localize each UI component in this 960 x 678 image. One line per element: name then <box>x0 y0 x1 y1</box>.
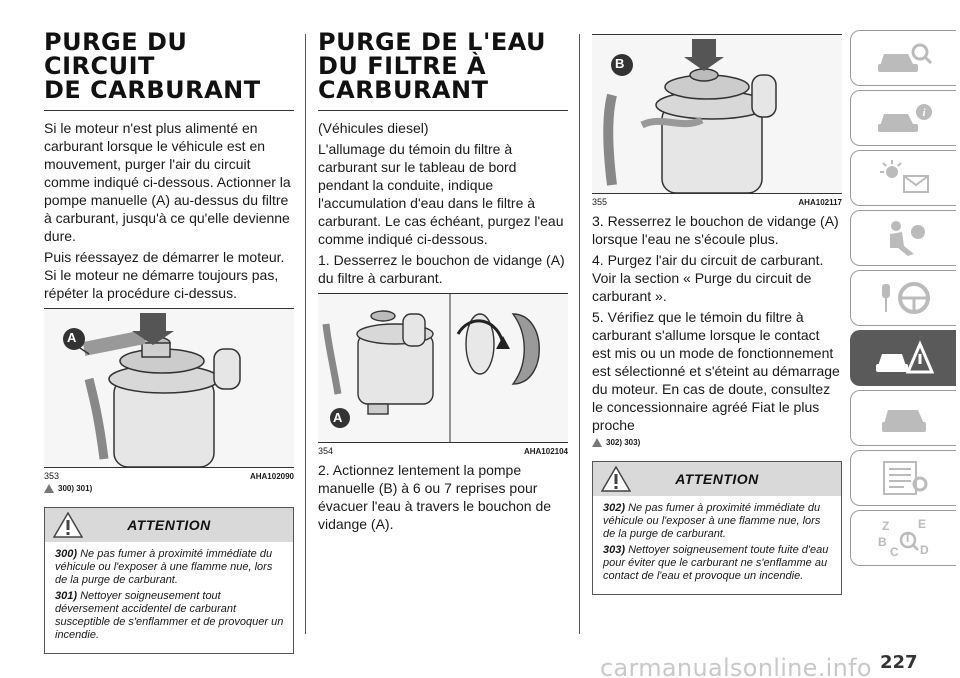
car-search-icon <box>874 38 934 78</box>
tab-airbag-seat[interactable] <box>850 210 956 266</box>
warning-triangle-icon <box>601 466 631 492</box>
paragraph: Si le moteur n'est plus alimenté en carburant lorsque le véhicule est en mouvement, purger l'air du circuit comme indiqué ci-dessous. Actionner la pompe manuelle (A) au-dessus du filtre à carburant, jusqu'à ce qu'elle devienne dure. <box>44 120 291 244</box>
attention-item: 303) Nettoyer soigneusement toute fuite d'eau pour éviter que le carburant ne s'enflamme au contact de l'eau et provoque un incendie. <box>603 544 829 582</box>
figure-label: A <box>67 330 77 345</box>
column-divider <box>579 34 580 634</box>
warning-triangle-icon <box>53 512 83 538</box>
figure-code: AHA102117 <box>798 198 842 207</box>
tab-car-service[interactable] <box>850 390 956 446</box>
tab-key-steering[interactable] <box>850 270 956 326</box>
fuel-filter-illustration <box>44 309 294 467</box>
pump-illustration <box>592 35 842 193</box>
car-service-icon <box>874 398 934 438</box>
figure-355 <box>592 34 842 207</box>
figure-number: 354 <box>318 446 334 456</box>
warning-refs: 300) 301) <box>44 484 294 493</box>
column-divider <box>305 34 306 634</box>
attention-item: 300) Ne pas fumer à proximité immédiate du véhicule ou l'exposer à une flamme nue, lors de la purge de carburant. <box>55 548 273 586</box>
attention-header <box>45 508 293 542</box>
specs-list-icon <box>874 458 934 498</box>
attention-item: 301) Nettoyer soigneusement tout déversement accidentel de carburant susceptible de s'enflammer et de provoquer un incendie. <box>55 590 284 641</box>
tab-car-search[interactable] <box>850 30 956 86</box>
paragraph: 5. Vérifiez que le témoin du filtre à carburant s'allume lorsque le contact est mis ou un mode de fonctionnement est sélectionné et s'éteint au démarrage du moteur. En cas de doute, consultez le concessionnaire agréé Fiat le plus proche <box>592 309 840 433</box>
car-emergency-icon <box>874 338 934 378</box>
figure-label: B <box>615 56 625 71</box>
figure-label: A <box>333 410 343 425</box>
figure-354 <box>318 293 568 456</box>
index-letter: B <box>877 535 887 549</box>
attention-item: 302) Ne pas fumer à proximité immédiate du véhicule ou l'exposer à une flamme nue, lors de la purge de carburant. <box>603 502 821 540</box>
column-2 <box>318 30 568 536</box>
paragraph: (Véhicules diesel) <box>318 120 429 136</box>
paragraph: L'allumage du témoin du filtre à carburant sur le tableau de bord pendant la conduite, indique l'accumulation d'eau dans le filtre à carburant. Le cas échéant, purgez l'eau comme indiqué ci-dessous. <box>318 141 564 247</box>
index-letter: Z <box>881 519 889 533</box>
car-info-icon <box>874 98 934 138</box>
index-letter: T <box>903 531 911 545</box>
page-number: 227 <box>880 652 918 673</box>
column-3 <box>592 30 842 595</box>
attention-body <box>593 496 841 594</box>
warning-refs: 302) 303) <box>592 438 842 447</box>
dashboard-lights-icon <box>874 158 934 198</box>
figure-code: AHA102090 <box>249 472 294 481</box>
column-1 <box>44 30 294 654</box>
index-letters-icon <box>874 516 934 560</box>
attention-box <box>592 461 842 595</box>
tab-dashboard-lights[interactable] <box>850 150 956 206</box>
warning-triangle-icon <box>44 484 54 493</box>
attention-title: ATTENTION <box>127 517 211 533</box>
key-steering-icon <box>874 278 934 318</box>
figure-353 <box>44 308 294 481</box>
section-title-purge-water: PURGE DE L'EAU DU FILTRE À CARBURANT <box>318 30 568 111</box>
attention-box <box>44 507 294 654</box>
index-letter: C <box>889 545 899 559</box>
paragraph: Puis réessayez de démarrer le moteur. Si le moteur ne démarre toujours pas, répéter la procédure ci-dessus. <box>44 249 285 301</box>
warning-triangle-icon <box>592 438 602 447</box>
section-title-purge-circuit: PURGE DU CIRCUIT DE CARBURANT <box>44 30 294 111</box>
figure-number: 353 <box>44 471 60 481</box>
tab-car-emergency[interactable] <box>850 330 956 386</box>
attention-body <box>45 542 293 653</box>
paragraph: 3. Resserrez le bouchon de vidange (A) lorsque l'eau ne s'écoule plus. <box>592 213 839 247</box>
index-letter: E <box>917 517 926 531</box>
figure-number: 355 <box>592 197 608 207</box>
figure-code: AHA102104 <box>523 447 568 456</box>
tab-car-info[interactable] <box>850 90 956 146</box>
paragraph: 1. Desserrez le bouchon de vidange (A) du filtre à carburant. <box>318 252 565 286</box>
attention-title: ATTENTION <box>675 471 759 487</box>
tab-specs-list[interactable] <box>850 450 956 506</box>
paragraph: 2. Actionnez lentement la pompe manuelle (B) à 6 ou 7 reprises pour évacuer l'eau à travers le bouchon de vidange (A). <box>318 462 552 532</box>
tab-index[interactable] <box>850 510 956 566</box>
watermark: carmanualsonline.info <box>600 654 872 678</box>
drain-plug-illustration <box>318 294 568 442</box>
index-letter: D <box>919 543 929 557</box>
airbag-seat-icon <box>874 218 934 258</box>
paragraph: 4. Purgez l'air du circuit de carburant. Voir la section « Purge du circuit de carburant ». <box>592 252 824 304</box>
chapter-tabs <box>850 30 956 570</box>
svg-text:i: i <box>921 107 926 119</box>
attention-header <box>593 462 841 496</box>
